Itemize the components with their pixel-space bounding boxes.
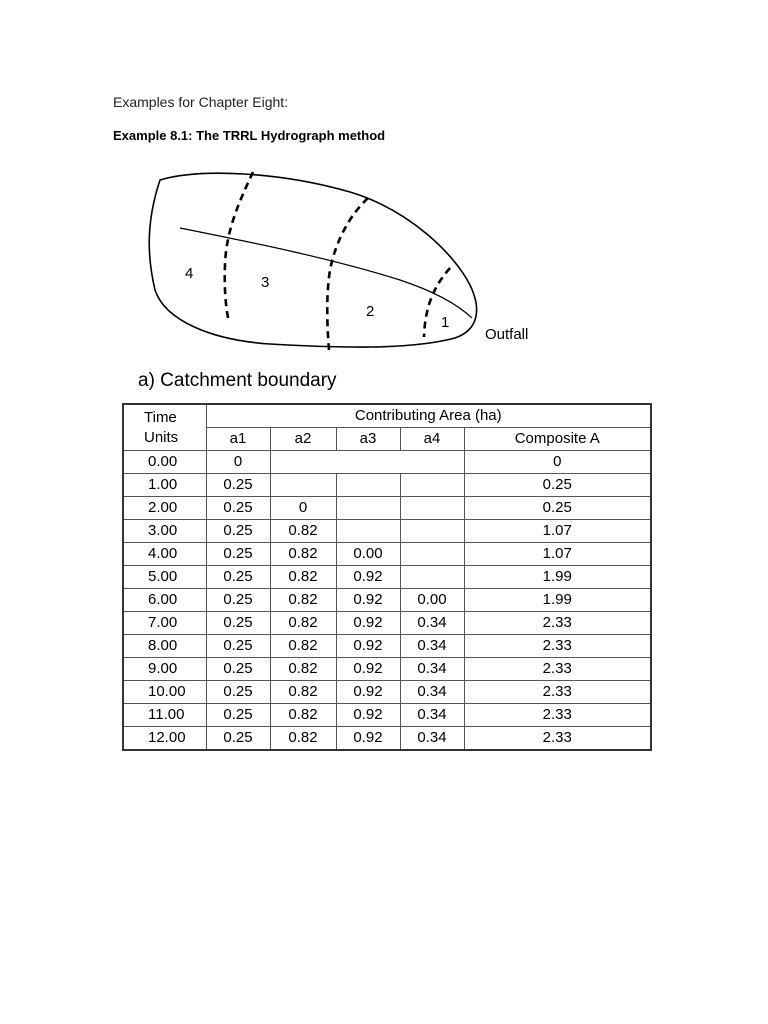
a3-cell — [336, 497, 400, 520]
a2-cell: 0.82 — [270, 681, 336, 704]
time-cell: 1.00 — [123, 474, 206, 497]
a3-cell: 0.92 — [336, 566, 400, 589]
a2-cell: 0.82 — [270, 520, 336, 543]
a2-cell: 0.82 — [270, 727, 336, 751]
a2-cell: 0.82 — [270, 635, 336, 658]
contributing-area-header: Contributing Area (ha) — [206, 404, 651, 428]
a4-cell — [400, 497, 464, 520]
table-row — [123, 520, 651, 543]
a1-cell: 0.25 — [206, 704, 270, 727]
table-row — [123, 543, 651, 566]
a4-cell: 0.34 — [400, 704, 464, 727]
composite-cell: 2.33 — [464, 612, 651, 635]
a2-cell: 0.82 — [270, 589, 336, 612]
a3-cell: 0.92 — [336, 589, 400, 612]
a2-cell: 0.82 — [270, 658, 336, 681]
time-cell: 4.00 — [123, 543, 206, 566]
outfall-label: Outfall — [485, 326, 529, 343]
intro-text: Examples for Chapter Eight: — [113, 94, 289, 110]
time-cell: 12.00 — [123, 727, 206, 751]
a3-cell: 0.92 — [336, 727, 400, 751]
a2-cell: 0.82 — [270, 566, 336, 589]
column-header-a2: a2 — [270, 428, 336, 451]
table-row — [123, 589, 651, 612]
table-row — [123, 497, 651, 520]
composite-cell: 2.33 — [464, 658, 651, 681]
composite-cell: 2.33 — [464, 704, 651, 727]
units-header-line: Units — [144, 428, 179, 446]
a1-cell: 0.25 — [206, 520, 270, 543]
zone-label: 2 — [366, 303, 375, 320]
a1-cell: 0.25 — [206, 635, 270, 658]
composite-cell: 0.25 — [464, 497, 651, 520]
table-row — [123, 658, 651, 681]
a1-cell: 0.25 — [206, 589, 270, 612]
a1-cell: 0.25 — [206, 612, 270, 635]
composite-cell: 1.07 — [464, 520, 651, 543]
table-row — [123, 635, 651, 658]
a1-cell: 0.25 — [206, 566, 270, 589]
time-units-header — [123, 404, 206, 451]
a1-cell: 0.25 — [206, 474, 270, 497]
a1-cell: 0.25 — [206, 497, 270, 520]
time-cell: 0.00 — [123, 451, 206, 474]
isochrone-line — [225, 172, 253, 322]
a3-cell: 0.92 — [336, 704, 400, 727]
a4-cell — [400, 520, 464, 543]
time-cell: 7.00 — [123, 612, 206, 635]
column-header-a1: a1 — [206, 428, 270, 451]
table-row — [123, 704, 651, 727]
time-cell: 6.00 — [123, 589, 206, 612]
a3-cell — [336, 474, 400, 497]
time-cell: 10.00 — [123, 681, 206, 704]
a2-cell — [270, 474, 336, 497]
a1-cell: 0.25 — [206, 681, 270, 704]
isochrone-line — [327, 198, 368, 350]
composite-cell: 2.33 — [464, 681, 651, 704]
a3-cell: 0.92 — [336, 635, 400, 658]
composite-cell: 0.25 — [464, 474, 651, 497]
a1-cell: 0.25 — [206, 658, 270, 681]
a3-cell: 0.92 — [336, 612, 400, 635]
table-row — [123, 451, 651, 474]
a4-cell: 0.34 — [400, 612, 464, 635]
zone-label: 1 — [441, 314, 450, 331]
table-row — [123, 727, 651, 751]
composite-cell: 1.07 — [464, 543, 651, 566]
time-header-line: Time — [144, 408, 177, 426]
time-cell: 11.00 — [123, 704, 206, 727]
catchment-outline — [149, 173, 476, 347]
a3-cell: 0.92 — [336, 681, 400, 704]
a4-cell — [400, 543, 464, 566]
composite-cell: 2.33 — [464, 635, 651, 658]
a1-cell: 0 — [206, 451, 270, 474]
example-title: Example 8.1: The TRRL Hydrograph method — [113, 128, 386, 143]
composite-cell: 1.99 — [464, 589, 651, 612]
table-row — [123, 566, 651, 589]
a4-cell: 0.34 — [400, 681, 464, 704]
a4-cell — [400, 566, 464, 589]
composite-cell: 2.33 — [464, 727, 651, 751]
a2-cell: 0.82 — [270, 704, 336, 727]
a1-cell: 0.25 — [206, 727, 270, 751]
time-cell: 8.00 — [123, 635, 206, 658]
a2-cell: 0.82 — [270, 543, 336, 566]
column-header-a3: a3 — [336, 428, 400, 451]
a3-cell: 0.00 — [336, 543, 400, 566]
column-header-composite: Composite A — [464, 428, 651, 451]
a3-cell: 0.92 — [336, 658, 400, 681]
a3-cell — [336, 520, 400, 543]
composite-cell: 0 — [464, 451, 651, 474]
time-cell: 2.00 — [123, 497, 206, 520]
table-row — [123, 612, 651, 635]
a4-cell: 0.34 — [400, 635, 464, 658]
table-row — [123, 681, 651, 704]
a4-cell: 0.34 — [400, 658, 464, 681]
time-cell: 5.00 — [123, 566, 206, 589]
time-cell: 9.00 — [123, 658, 206, 681]
zone-label: 3 — [261, 274, 270, 291]
a2-cell: 0.82 — [270, 612, 336, 635]
a1-cell: 0.25 — [206, 543, 270, 566]
catchment-diagram — [130, 160, 550, 360]
a4-cell: 0.00 — [400, 589, 464, 612]
a2-cell: 0 — [270, 497, 336, 520]
composite-cell: 1.99 — [464, 566, 651, 589]
column-header-a4: a4 — [400, 428, 464, 451]
empty-merged-cell — [270, 451, 464, 474]
a4-cell — [400, 474, 464, 497]
table-row — [123, 474, 651, 497]
time-cell: 3.00 — [123, 520, 206, 543]
a4-cell: 0.34 — [400, 727, 464, 751]
zone-label: 4 — [185, 265, 194, 282]
figure-caption: a) Catchment boundary — [138, 370, 337, 391]
contributing-area-table — [122, 403, 652, 751]
